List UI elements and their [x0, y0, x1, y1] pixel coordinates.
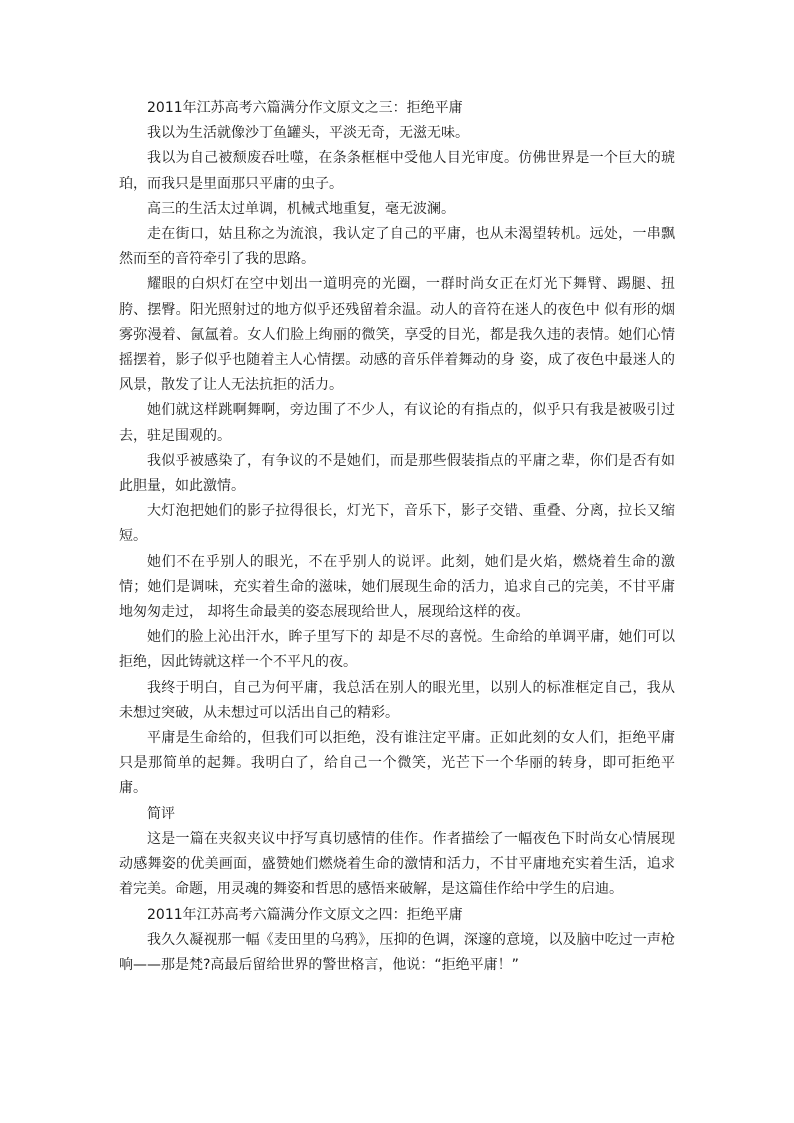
paragraph: 我终于明白，自己为何平庸，我总活在别人的眼光里，以别人的标准框定自己，我从未想过突破，从未想过可以活出自己的精彩。	[119, 679, 675, 721]
review-paragraph: 这是一篇在夹叙夹议中抒写真切感情的佳作。作者描绘了一幅夜色下时尚女心情展现动感舞姿的优美画面，盛赞她们燃烧着生命的激情和活力，不甘平庸地充实着生活，追求着完美。命题，用灵魂的舞姿和哲思的感悟来破解，是这篇佳作给中学生的启迪。	[119, 830, 675, 898]
section-title: 2011年江苏高考六篇满分作文原文之三：拒绝平庸	[147, 100, 463, 116]
paragraph: 她们不在乎别人的眼光，不在乎别人的说评。此刻，她们是火焰，燃烧着生命的激情；她们是调味，充实着生命的滋味，她们展现生命的活力，追求自己的完美，不甘平庸地匆匆走过， 却将生命最美的姿态展现给世人，展现给这样的夜。	[119, 553, 675, 621]
review-heading: 简评	[147, 805, 175, 822]
paragraph: 她们就这样跳啊舞啊，旁边围了不少人，有议论的有指点的，似乎只有我是被吸引过去，驻足围观的。	[119, 402, 675, 444]
section-title: 2011年江苏高考六篇满分作文原文之四：拒绝平庸	[147, 906, 463, 923]
paragraph: 我久久凝视那一幅《麦田里的乌鸦》，压抑的色调，深邃的意境，以及脑中吃过一声枪响——那是梵?高最后留给世界的警世格言，他说：“拒绝平庸！”	[119, 931, 675, 973]
paragraph: 平庸是生命给的，但我们可以拒绝，没有谁注定平庸。正如此刻的女人们，拒绝平庸只是那简单的起舞。我明白了，给自己一个微笑，光芒下一个华丽的转身，即可拒绝平庸。	[119, 730, 675, 797]
paragraph: 我似乎被感染了，有争议的不是她们，而是那些假装指点的平庸之辈，你们是否有如此胆量，如此激情。	[119, 452, 675, 495]
paragraph: 我以为生活就像沙丁鱼罐头，平淡无奇，无滋无味。	[147, 125, 469, 142]
paragraph: 耀眼的白炽灯在空中划出一道明亮的光圈，一群时尚女正在灯光下舞臂、踢腿、扭胯、摆臀。阳光照射过的地方似乎还残留着余温。动人的音符在迷人的夜色中 似有形的烟雾弥漫着、氤氲着。女人们脸上绚丽的微笑，享受的目光，都是我久违的表情。她们心情摇摆着，影子似乎也随着主人心情摆。动感的音乐伴着舞动的身 姿，成了夜色中最迷人的风景，散发了让人无法抗拒的活力。	[119, 276, 675, 394]
paragraph: 她们的脸上沁出汗水，眸子里写下的 却是不尽的喜悦。生命给的单调平庸，她们可以拒绝，因此铸就这样一个不平凡的夜。	[119, 629, 675, 671]
paragraph: 走在街口，姑且称之为流浪，我认定了自己的平庸，也从未渴望转机。远处，一串飘然而至的音符牵引了我的思路。	[119, 226, 675, 268]
paragraph: 我以为自己被颓废吞吐噬，在条条框框中受他人目光审度。仿佛世界是一个巨大的琥珀，而我只是里面那只平庸的虫子。	[119, 150, 675, 192]
paragraph: 高三的生活太过单调，机械式地重复，毫无波澜。	[147, 200, 455, 217]
document-body	[119, 96, 675, 978]
paragraph: 大灯泡把她们的影子拉得很长，灯光下，音乐下，影子交错、重叠、分离，拉长又缩短。	[119, 503, 675, 545]
